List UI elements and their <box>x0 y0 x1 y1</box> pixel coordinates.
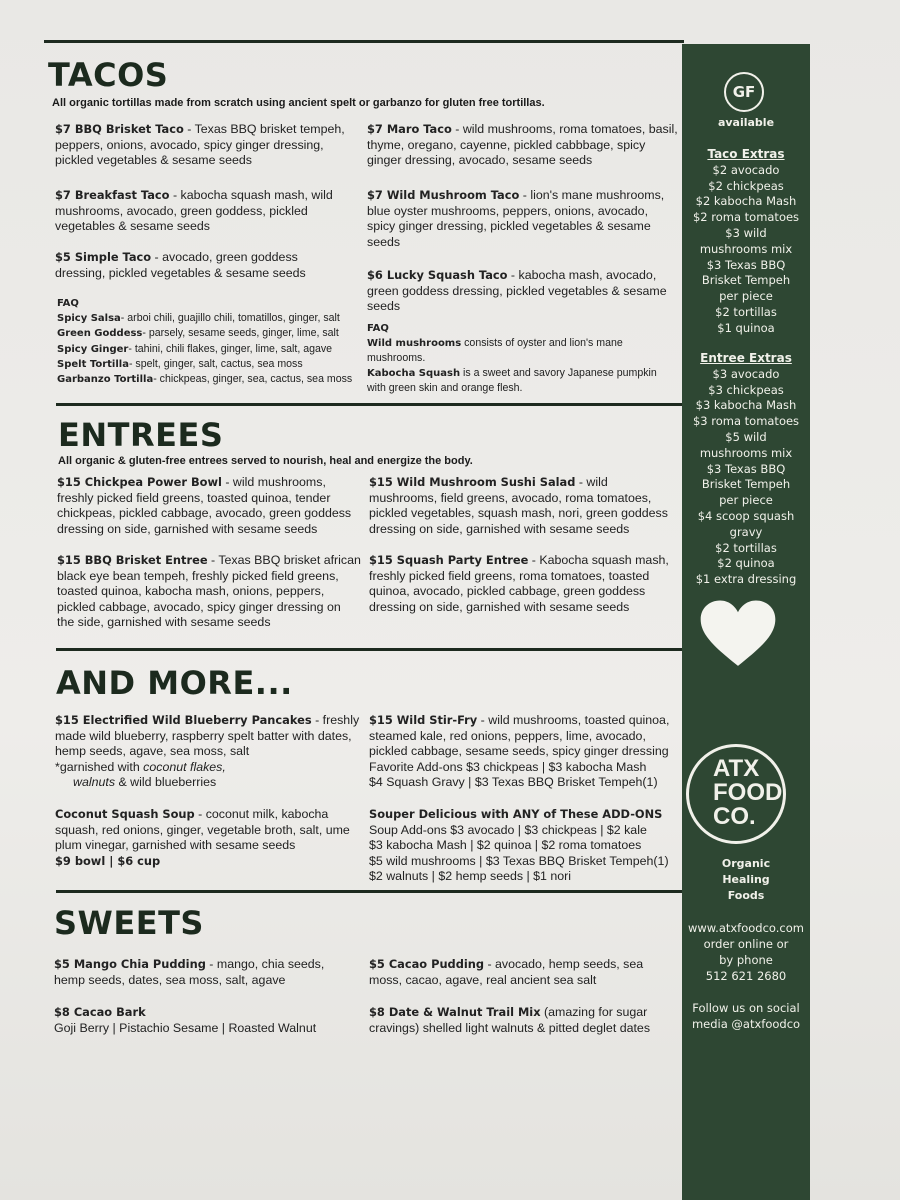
item-name: $5 Cacao Pudding <box>369 957 485 971</box>
more-title: AND MORE... <box>56 664 293 702</box>
menu-item <box>55 188 345 235</box>
taco-extras-title: Taco Extras <box>707 147 785 161</box>
faq-entry <box>57 311 357 326</box>
item-name: $15 Wild Mushroom Sushi Salad <box>369 475 576 489</box>
note-text: coconut flakes, <box>143 759 226 774</box>
item-name: $7 Breakfast Taco <box>55 188 170 202</box>
social-handle: media @atxfoodco <box>691 1017 801 1031</box>
tacos-subtitle: All organic tortillas made from scratch using ancient spelt or garbanzo for gluten free tortillas. <box>52 97 545 109</box>
item-desc: (amazing for sugar cravings) shelled light walnuts & pitted deglet dates <box>369 1005 651 1035</box>
sidebar <box>682 44 810 1200</box>
extras-line: Brisket Tempeh <box>701 477 791 492</box>
extras-line: $3 roma tomatoes <box>692 414 800 429</box>
extras-line: $2 quinoa <box>717 556 775 571</box>
item-desc: - kabocha mash, avocado, green goddess dressing, pickled vegetables & sesame seeds <box>367 268 667 314</box>
menu-item <box>55 250 345 281</box>
extras-line: mushrooms mix <box>699 445 793 460</box>
item-desc: - avocado, hemp seeds, sea moss, cacao, agave, real ancient sea salt <box>369 957 644 987</box>
tagline-line: Organic <box>721 857 771 870</box>
extras-line: $2 roma tomatoes <box>692 210 800 225</box>
item-name: $15 BBQ Brisket Entree <box>57 553 208 567</box>
tacos-title: TACOS <box>48 56 169 94</box>
item-name: $6 Lucky Squash Taco <box>367 268 508 282</box>
extras-line: $3 Texas BBQ <box>706 257 786 272</box>
item-desc: - kabocha squash mash, wild mushrooms, avocado, green goddess, pickled vegetables & sesame seeds <box>55 188 333 234</box>
logo-line: CO. <box>713 803 756 830</box>
entrees-title: ENTREES <box>58 416 224 454</box>
item-name: $15 Wild Stir-Fry <box>369 713 478 727</box>
extras-line: $2 kabocha Mash <box>695 194 797 209</box>
faq-entry <box>57 326 357 341</box>
extras-line: $2 tortillas <box>715 304 777 319</box>
faq-term: Spicy Salsa <box>57 313 121 325</box>
tagline-line: Foods <box>727 889 765 902</box>
top-rule <box>44 40 684 43</box>
faq-left <box>57 297 357 387</box>
addons-line: $5 wild mushrooms | $3 Texas BBQ Brisket Tempeh(1) <box>369 853 669 868</box>
logo-text <box>689 757 783 829</box>
faq-term: Spicy Ginger <box>57 343 129 355</box>
item-name: $5 Simple Taco <box>55 250 152 264</box>
menu-item <box>369 1005 671 1036</box>
faq-term: Green Goddess <box>57 328 143 340</box>
extras-line: $1 quinoa <box>717 320 775 335</box>
faq-term: Garbanzo Tortilla <box>57 374 154 386</box>
item-name: Coconut Squash Soup <box>55 807 195 821</box>
item-name: $15 Squash Party Entree <box>369 553 529 567</box>
faq-def: - tahini, chili flakes, ginger, lime, salt, agave <box>128 342 333 355</box>
item-desc: - mango, chia seeds, hemp seeds, dates, sea moss, salt, agave <box>54 957 325 987</box>
item-desc: - wild mushrooms, field greens, avocado, roma tomatoes, pickled vegetables, squash mash, nori, green goddess dressing on side, garnished with sesame seeds <box>369 475 668 536</box>
entree-extras <box>682 351 810 588</box>
extras-line: Brisket Tempeh <box>701 273 791 288</box>
menu-item <box>369 957 671 988</box>
item-name: $7 Maro Taco <box>367 122 452 136</box>
note-text: & wild blueberries <box>115 775 217 790</box>
faq-entry <box>57 372 357 387</box>
divider-more-sweets <box>56 890 682 893</box>
gf-available-label: available <box>717 116 775 129</box>
item-desc: - avocado, green goddess dressing, pickled vegetables & sesame seeds <box>55 250 306 280</box>
item-desc: Goji Berry | Pistachio Sesame | Roasted Walnut <box>54 1020 317 1035</box>
menu-item <box>54 957 354 988</box>
menu-item <box>367 268 679 315</box>
phone-number[interactable]: 512 621 2680 <box>705 969 787 983</box>
menu-item <box>55 122 345 169</box>
extras-line: $3 kabocha Mash <box>695 398 797 413</box>
logo-line: ATX <box>713 755 760 782</box>
item-desc: - wild mushrooms, roma tomatoes, basil, thyme, oregano, cayenne, pickled cabbbage, spicy ginger dressing, avocado, sesame seeds <box>367 122 678 168</box>
faq-entry <box>57 357 357 372</box>
entree-extras-title: Entree Extras <box>700 351 792 365</box>
menu-item <box>369 553 669 615</box>
website-link[interactable]: www.atxfoodco.com <box>688 921 804 935</box>
extras-line: $4 scoop squash <box>697 508 795 523</box>
faq-right <box>367 322 667 395</box>
faq-def: - parsely, sesame seeds, ginger, lime, salt <box>142 327 339 340</box>
extras-line: $2 tortillas <box>715 540 777 555</box>
item-name: Souper Delicious with ANY of These ADD-ONS <box>369 807 663 821</box>
faq-def: is a sweet and savory Japanese pumpkin with green skin and orange flesh. <box>367 366 657 394</box>
menu-item <box>367 188 679 250</box>
faq-term: Wild mushrooms <box>367 338 462 350</box>
faq-term: Kabocha Squash <box>367 367 461 379</box>
faq-term: Spelt Tortilla <box>57 358 129 370</box>
item-note <box>55 775 361 791</box>
extras-line: $2 chickpeas <box>708 178 784 193</box>
addons-line: $2 walnuts | $2 hemp seeds | $1 nori <box>369 869 572 884</box>
item-name: $8 Date & Walnut Trail Mix <box>369 1005 541 1019</box>
atx-food-co-logo <box>686 744 786 844</box>
addons-line: Favorite Add-ons $3 chickpeas | $3 kabocha Mash <box>369 759 647 774</box>
extras-line: $3 Texas BBQ <box>706 461 786 476</box>
extras-line: per piece <box>719 289 773 304</box>
item-name: $7 Wild Mushroom Taco <box>367 188 520 202</box>
contact-line: order online or <box>703 937 789 951</box>
soup-price: $9 bowl | $6 cup <box>55 853 161 868</box>
note-text: *garnished with <box>55 759 144 774</box>
menu-item <box>57 475 361 537</box>
extras-line: gravy <box>729 524 763 539</box>
addons-line: $4 Squash Gravy | $3 Texas BBQ Brisket Tempeh(1) <box>369 775 658 790</box>
social-line: Follow us on social <box>692 1001 800 1015</box>
tagline-line: Healing <box>722 873 770 886</box>
contact-line: by phone <box>719 953 773 967</box>
item-name: $15 Chickpea Power Bowl <box>57 475 222 489</box>
faq-entry <box>367 366 667 395</box>
faq-def: - arboi chili, guajillo chili, tomatillos, ginger, salt <box>120 312 340 325</box>
item-desc: - Kabocha squash mash, freshly picked field greens, roma tomatoes, toasted quinoa, avocado, pickled cabbage, green goddess dressing on side, garnished with sesame seeds <box>369 553 669 614</box>
menu-item <box>369 475 669 537</box>
sweets-title: SWEETS <box>54 904 204 942</box>
taco-extras <box>682 147 810 337</box>
item-name: $8 Cacao Bark <box>54 1005 146 1019</box>
extras-line: $5 wild <box>725 429 767 444</box>
item-desc: - coconut milk, kabocha squash, red onions, ginger, vegetable broth, salt, ume plum vinegar, garnished with sesame seeds <box>55 807 350 853</box>
item-desc: - lion's mane mushrooms, blue oyster mushrooms, peppers, onions, avocado, spicy ginger dressing, pickled vegetables & sesame seeds <box>367 188 665 249</box>
item-name: $7 BBQ Brisket Taco <box>55 122 184 136</box>
faq-title: FAQ <box>57 298 79 309</box>
faq-title: FAQ <box>367 323 389 334</box>
menu-item <box>54 1005 354 1036</box>
extras-line: $1 extra dressing <box>695 572 797 587</box>
extras-line: mushrooms mix <box>699 241 793 256</box>
extras-line: $3 chickpeas <box>708 382 784 397</box>
item-desc: - Texas BBQ brisket tempeh, peppers, onions, avocado, spicy ginger dressing, pickled vegetables & sesame seeds <box>55 122 345 168</box>
divider-entrees-more <box>56 648 682 651</box>
extras-line: $3 avocado <box>712 366 780 381</box>
divider-tacos-entrees <box>56 403 682 406</box>
faq-def: - spelt, ginger, salt, cactus, sea moss <box>128 357 303 370</box>
menu-item <box>55 807 367 869</box>
addons-line: Soup Add-ons $3 avocado | $3 chickpeas | $2 kale <box>369 822 647 837</box>
faq-def: - chickpeas, ginger, sea, cactus, sea moss <box>153 373 353 386</box>
menu-item <box>369 713 675 791</box>
faq-entry <box>57 342 357 357</box>
item-desc: - freshly made wild blueberry, raspberry spelt batter with dates, hemp seeds, agave, sea moss, salt <box>55 713 360 759</box>
social-info <box>682 1000 810 1032</box>
gf-badge: GF <box>724 72 764 112</box>
menu-item <box>367 122 679 169</box>
item-name: $15 Electrified Wild Blueberry Pancakes <box>55 713 312 727</box>
item-name: $5 Mango Chia Pudding <box>54 957 206 971</box>
menu-item <box>369 807 679 885</box>
item-desc: - Texas BBQ brisket african black eye bean tempeh, freshly picked field greens, toasted quinoa, kabocha mash, onions, peppers, pickled cabbage, avocado, spicy ginger dressing on the side, garnished with sesame seeds <box>57 553 361 630</box>
faq-def: consists of oyster and lion's mane mushrooms. <box>367 337 623 365</box>
extras-line: per piece <box>719 493 773 508</box>
heart-icon <box>698 599 778 669</box>
tagline <box>682 856 810 904</box>
menu-item <box>55 713 361 791</box>
item-desc: - wild mushrooms, freshly picked field greens, toasted quinoa, tender chickpeas, pickled cabbage, avocado, green goddess dressing on side, garnished with sesame seeds <box>57 475 352 536</box>
contact-info <box>682 920 810 984</box>
addons-line: $3 kabocha Mash | $2 quinoa | $2 roma tomatoes <box>369 838 642 853</box>
item-note <box>55 760 361 776</box>
note-text: walnuts <box>73 775 116 790</box>
item-desc: - wild mushrooms, toasted quinoa, steamed kale, red onions, peppers, lime, avocado, pickled cabbage, sesame seeds, spicy ginger dressing <box>369 713 670 759</box>
extras-line: $3 wild <box>725 225 767 240</box>
extras-line: $2 avocado <box>712 162 780 177</box>
entrees-subtitle: All organic & gluten-free entrees served to nourish, heal and energize the body. <box>58 455 473 467</box>
logo-line: FOOD <box>713 779 783 806</box>
faq-entry <box>367 336 667 365</box>
menu-item <box>57 553 361 631</box>
